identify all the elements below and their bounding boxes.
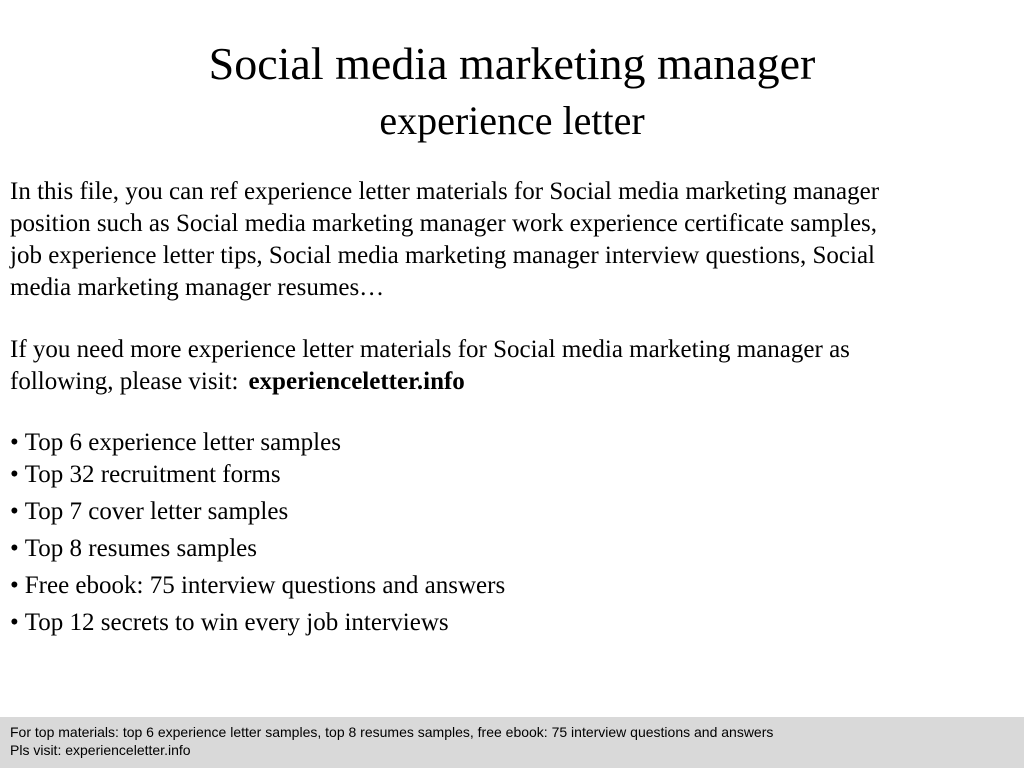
bullet-icon: • bbox=[10, 461, 19, 488]
list-item-text: Top 6 experience letter samples bbox=[24, 429, 341, 456]
list-item bbox=[10, 459, 505, 491]
list-item bbox=[10, 607, 505, 639]
list-item bbox=[10, 570, 505, 602]
list-item-text: Top 12 secrets to win every job interviews bbox=[24, 609, 449, 636]
list-item-text: Top 32 recruitment forms bbox=[24, 461, 281, 488]
footer-materials-text: For top materials: top 6 experience letter samples, top 8 resumes samples, free ebook: 75 interview questions and answers bbox=[10, 724, 774, 740]
materials-list bbox=[10, 427, 505, 644]
intro-line: media marketing manager resumes… bbox=[10, 274, 385, 301]
visit-prefix: following, please visit: bbox=[10, 368, 239, 395]
intro-paragraph bbox=[10, 176, 879, 304]
list-item-text: Top 8 resumes samples bbox=[24, 535, 258, 562]
list-item bbox=[10, 496, 505, 528]
bullet-icon: • bbox=[10, 535, 19, 562]
intro-line: job experience letter tips, Social media marketing manager interview questions, Social bbox=[10, 242, 876, 269]
bullet-icon: • bbox=[10, 429, 19, 456]
list-item bbox=[10, 427, 505, 459]
bullet-icon: • bbox=[10, 609, 19, 636]
list-item bbox=[10, 533, 505, 565]
visit-line: If you need more experience letter materials for Social media marketing manager as bbox=[10, 336, 850, 363]
visit-line-2 bbox=[10, 366, 850, 398]
intro-line: position such as Social media marketing manager work experience certificate samples, bbox=[10, 210, 878, 237]
list-item-text: Free ebook: 75 interview questions and answers bbox=[24, 572, 506, 599]
page-subtitle: experience letter bbox=[379, 98, 645, 143]
footer-visit-text: Pls visit: experienceletter.info bbox=[10, 742, 191, 758]
list-item-text: Top 7 cover letter samples bbox=[24, 498, 289, 525]
visit-paragraph bbox=[10, 334, 850, 398]
footer-bar bbox=[0, 717, 1024, 768]
intro-line: In this file, you can ref experience letter materials for Social media marketing manager bbox=[10, 178, 880, 205]
page-title: Social media marketing manager bbox=[208, 38, 816, 89]
bullet-icon: • bbox=[10, 572, 19, 599]
website-link[interactable]: experienceletter.info bbox=[248, 368, 465, 395]
bullet-icon: • bbox=[10, 498, 19, 525]
